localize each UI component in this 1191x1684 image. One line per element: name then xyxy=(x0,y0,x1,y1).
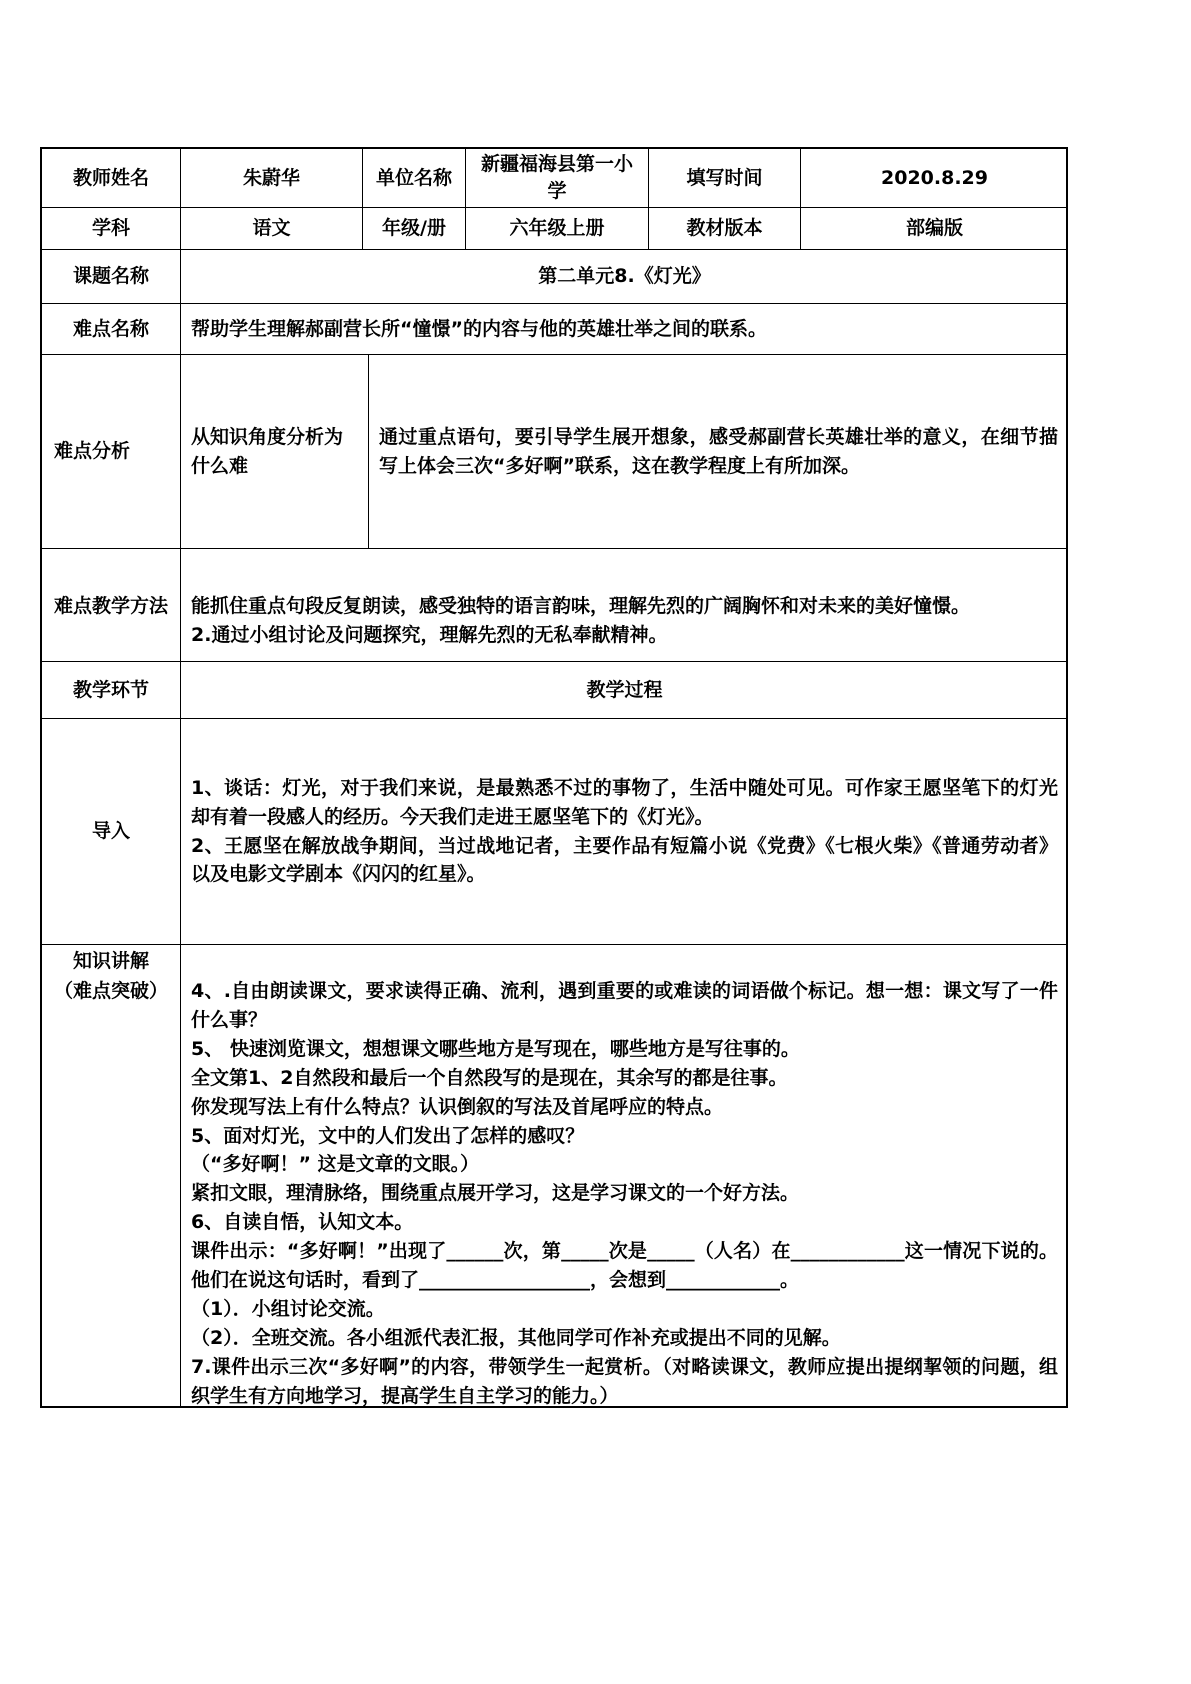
explain-line: （1）．小组讨论交流。 xyxy=(191,1297,385,1320)
grade-label xyxy=(362,207,465,249)
explain-label-line2: （难点突破） xyxy=(53,980,168,1002)
explain-line: （2）．全班交流。各小组派代表汇报，其他同学可作补充或提出不同的见解。 xyxy=(191,1326,841,1349)
explain-lines xyxy=(191,977,1058,1408)
difficulty-label-text: 难点名称 xyxy=(72,317,149,340)
intro-lines xyxy=(191,774,1058,890)
explain-line: 全文第1、2自然段和最后一个自然段写的是现在，其余写的都是往事。 xyxy=(191,1066,788,1089)
process-header-text: 教学过程 xyxy=(586,678,663,701)
method-label xyxy=(40,548,180,661)
explain-line: 课件出示：“多好啊！”出现了______次，第_____次是_____（人名）在____________这一情况下说的。他们在说这句话时，看到了__________________，会想到____________。 xyxy=(191,1240,1058,1292)
edition-label xyxy=(648,207,800,249)
grade-text: 六年级上册 xyxy=(509,217,605,240)
fill-date-label xyxy=(648,147,800,207)
analysis-sub-label-text: 从知识角度分析为什么难 xyxy=(191,425,344,477)
explain-line: （“多好啊！” 这是文章的文眼。） xyxy=(191,1153,480,1176)
grade-label-text: 年级/册 xyxy=(382,217,446,240)
analysis-label xyxy=(40,354,180,548)
process-step-label-text: 教学环节 xyxy=(72,678,149,701)
edition-label-text: 教材版本 xyxy=(686,217,763,240)
difficulty-text: 帮助学生理解郝副营长所“憧憬”的内容与他的英雄壮举之间的联系。 xyxy=(191,317,767,340)
edition-value xyxy=(800,207,1068,249)
explain-line: 6、自读自悟，认知文本。 xyxy=(191,1211,414,1234)
explain-label-line1: 知识讲解 xyxy=(72,950,149,972)
explain-label-block xyxy=(54,946,168,1006)
intro-content xyxy=(180,718,1068,944)
explain-label xyxy=(40,944,180,1408)
unit-name-label-text: 单位名称 xyxy=(375,166,452,189)
method-lines xyxy=(191,592,1058,650)
teacher-name-label-text: 教师姓名 xyxy=(72,166,149,189)
method-value xyxy=(180,548,1068,661)
topic-label-text: 课题名称 xyxy=(72,265,149,288)
grade-value xyxy=(465,207,648,249)
subject-text: 语文 xyxy=(252,217,291,240)
difficulty-label xyxy=(40,303,180,354)
intro-label xyxy=(40,718,180,944)
method-line: 能抓住重点句段反复朗读，感受独特的语言韵味，理解先烈的广阔胸怀和对未来的美好憧憬。 xyxy=(191,595,971,617)
explain-content xyxy=(180,944,1068,1408)
topic-text: 第二单元8.《灯光》 xyxy=(538,265,711,288)
analysis-text: 通过重点语句，要引导学生展开想象，感受郝副营长英雄壮举的意义，在细节描写上体会三次“多好啊”联系，这在教学程度上有所加深。 xyxy=(379,425,1058,477)
method-label-text: 难点教学方法 xyxy=(53,595,168,617)
unit-name-value xyxy=(465,147,648,207)
fill-date-label-text: 填写时间 xyxy=(686,166,763,189)
difficulty-value xyxy=(180,303,1068,354)
process-header xyxy=(180,661,1068,718)
teacher-name-label xyxy=(40,147,180,207)
topic-value xyxy=(180,249,1068,303)
fill-date-value xyxy=(800,147,1068,207)
explain-line: 你发现写法上有什么特点？认识倒叙的写法及首尾呼应的特点。 xyxy=(191,1095,724,1118)
method-line: 2.通过小组讨论及问题探究，理解先烈的无私奉献精神。 xyxy=(191,623,668,646)
intro-line: 1、谈话：灯光，对于我们来说，是最熟悉不过的事物了，生活中随处可见。可作家王愿坚笔下的灯光却有着一段感人的经历。今天我们走进王愿坚笔下的《灯光》。 xyxy=(191,776,1058,828)
unit-name-text: 新疆福海县第一小学 xyxy=(480,153,633,202)
edition-text: 部编版 xyxy=(905,217,963,240)
analysis-value xyxy=(368,354,1068,548)
fill-date-text: 2020.8.29 xyxy=(881,166,988,189)
process-step-label xyxy=(40,661,180,718)
intro-label-text: 导入 xyxy=(91,820,130,843)
subject-label xyxy=(40,207,180,249)
explain-line: 7.课件出示三次“多好啊”的内容，带领学生一起赏析。（对略读课文，教师应提出提纲挈领的问题，组织学生有方向地学习，提高学生自主学习的能力。） xyxy=(191,1355,1058,1407)
explain-line: 紧扣文眼，理清脉络，围绕重点展开学习，这是学习课文的一个好方法。 xyxy=(191,1182,800,1205)
unit-name-label xyxy=(362,147,465,207)
explain-line: 5、面对灯光，文中的人们发出了怎样的感叹？ xyxy=(191,1124,585,1147)
explain-line: 4、.自由朗读课文，要求读得正确、流利，遇到重要的或难读的词语做个标记。想一想：课文写了一件什么事？ xyxy=(191,980,1058,1031)
teacher-name-text: 朱蔚华 xyxy=(242,166,300,189)
subject-value xyxy=(180,207,362,249)
explain-line: 5、 快速浏览课文，想想课文哪些地方是写现在，哪些地方是写往事的。 xyxy=(191,1037,800,1060)
analysis-sub-label xyxy=(180,354,368,548)
topic-label xyxy=(40,249,180,303)
teacher-name-value xyxy=(180,147,362,207)
subject-label-text: 学科 xyxy=(91,217,130,240)
analysis-label-text: 难点分析 xyxy=(54,440,131,463)
intro-line: 2、王愿坚在解放战争期间，当过战地记者，主要作品有短篇小说《党费》《七根火柴》《普通劳动者》以及电影文学剧本《闪闪的红星》。 xyxy=(191,834,1058,886)
